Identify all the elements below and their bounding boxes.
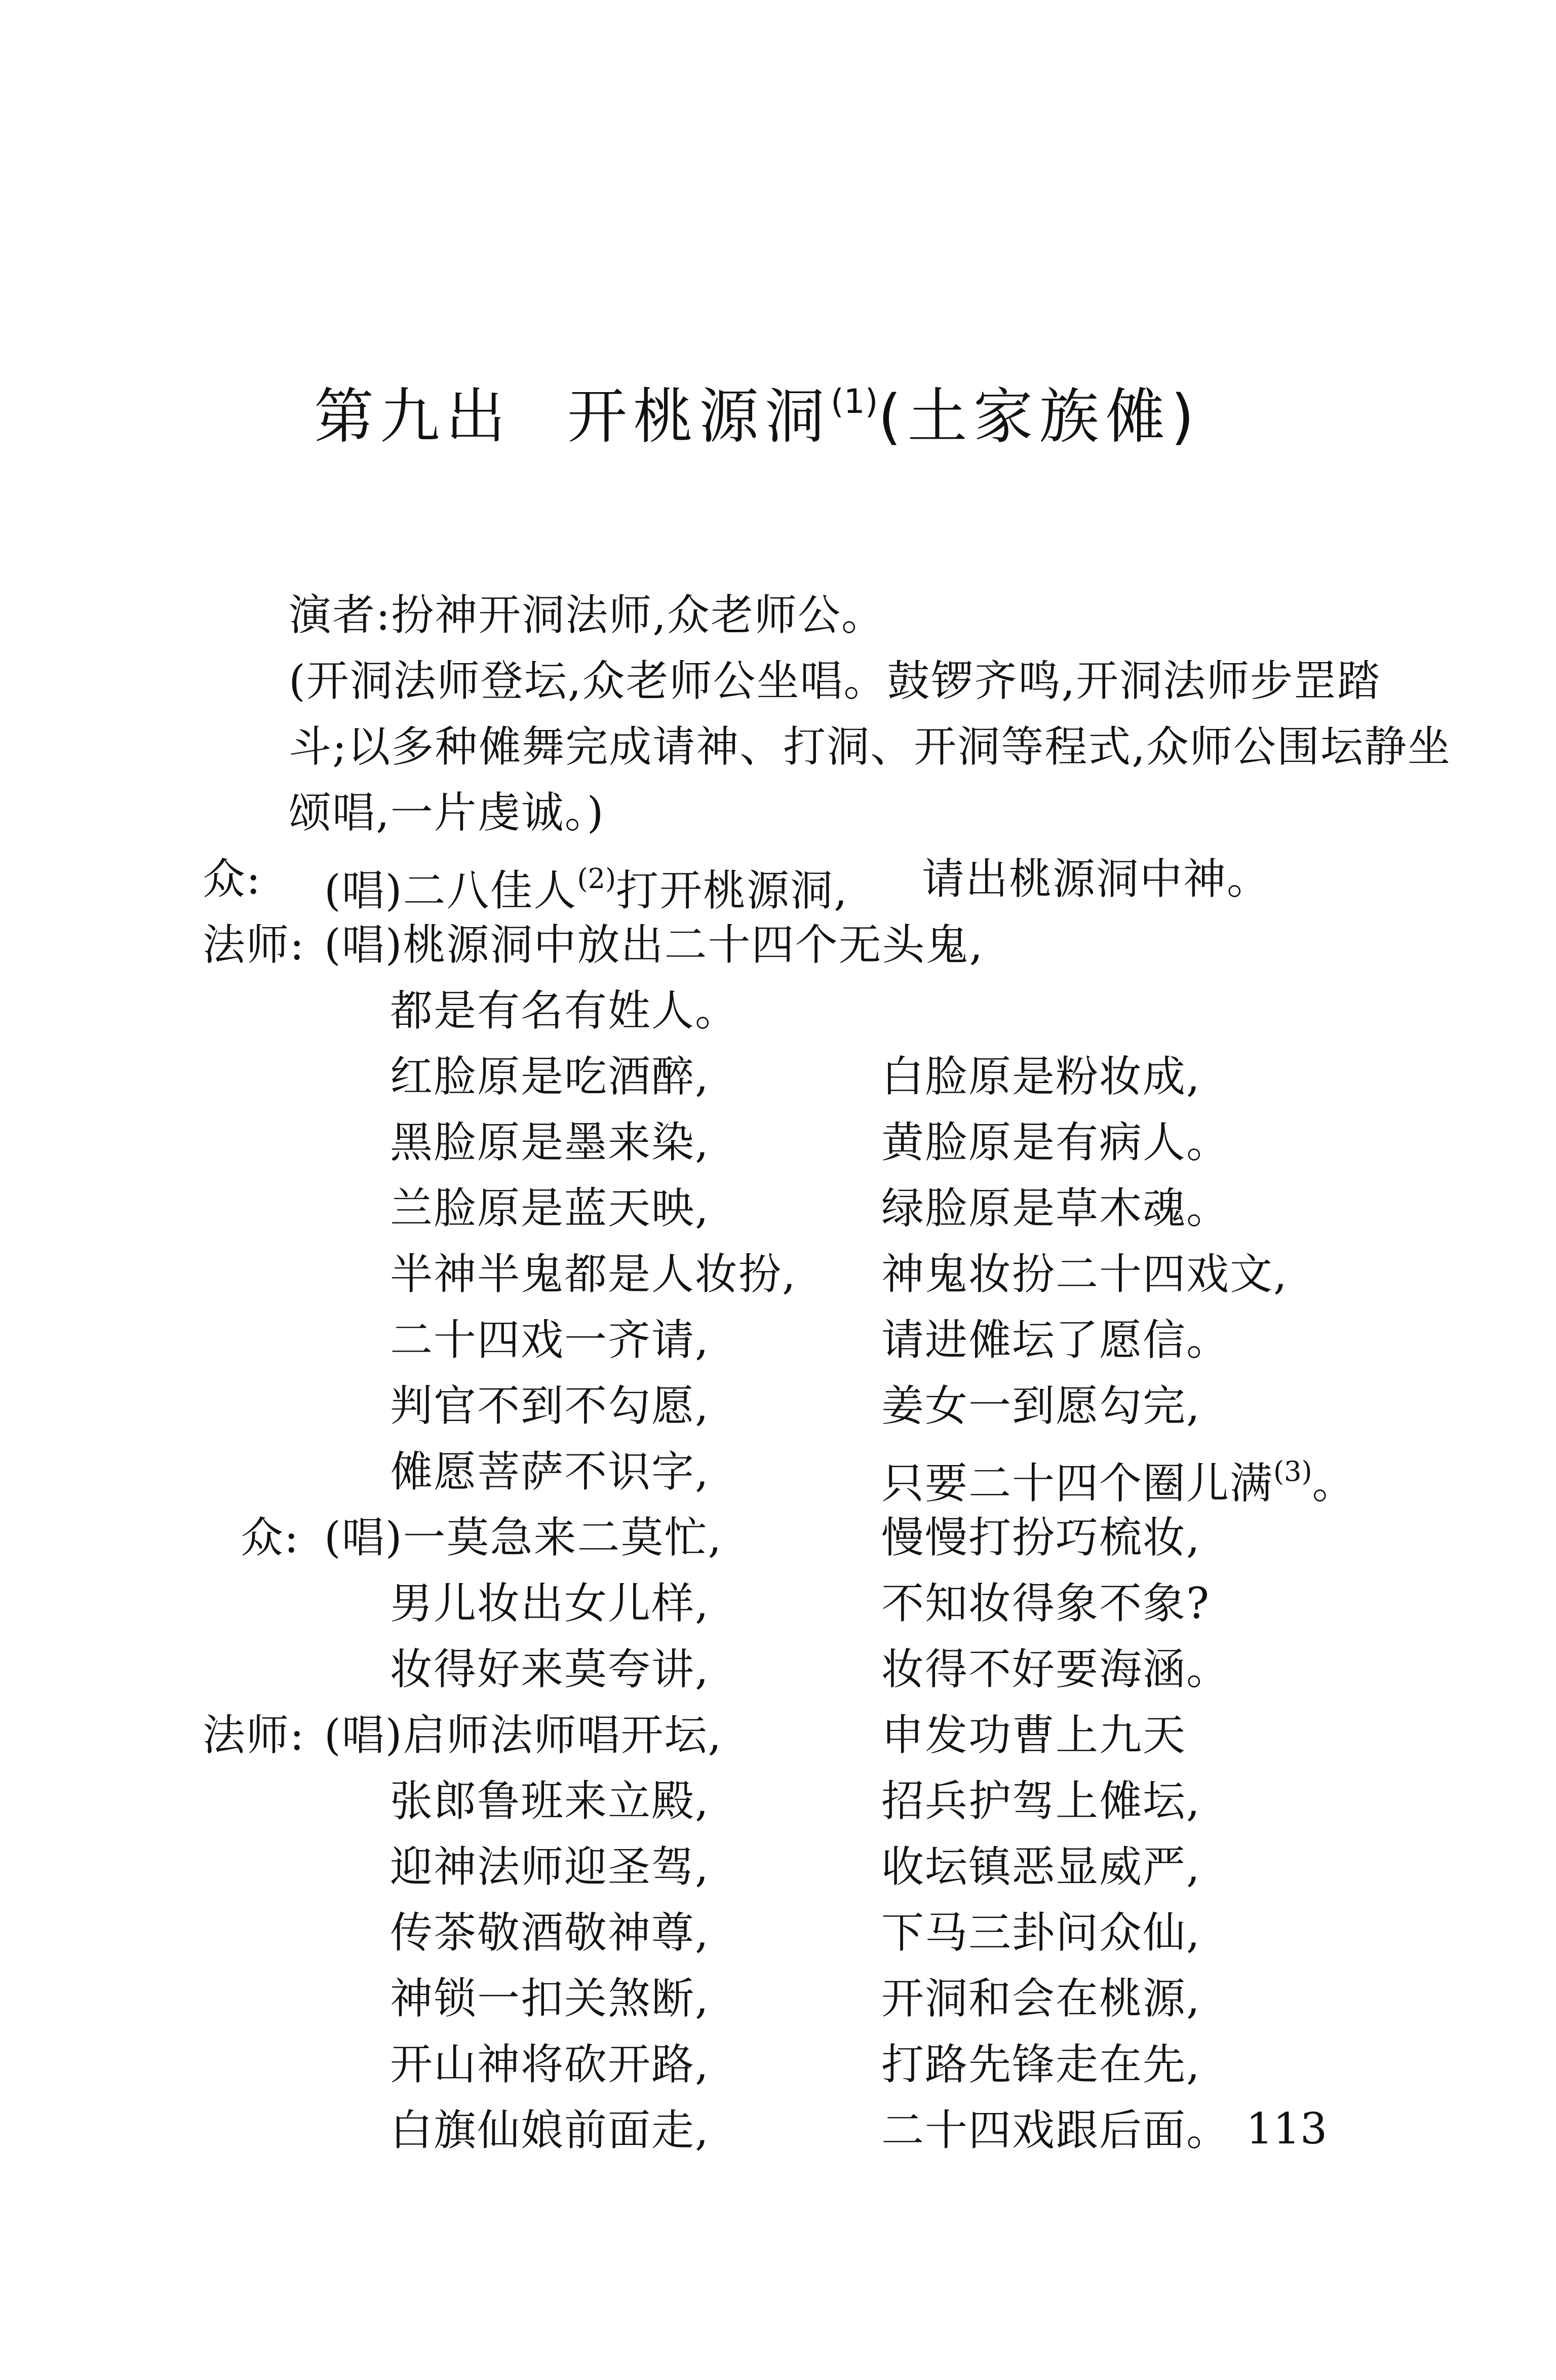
verse-first-half: 黑脸原是墨来染, xyxy=(390,1118,710,1167)
verse-row xyxy=(0,1512,1556,1563)
stage-direction-line: (开洞法师登坛,众老师公坐唱。鼓锣齐鸣,开洞法师步罡踏 xyxy=(289,656,1381,706)
verse-second-half: 打路先锋走在先, xyxy=(881,2040,1201,2089)
verse-first-half: 傩愿菩萨不识字, xyxy=(390,1447,710,1496)
verse-second-half: 请进傩坛了愿信。 xyxy=(881,1315,1230,1365)
verse-row xyxy=(0,1907,1556,1958)
verse-first-half: (唱)桃源洞中放出二十四个无头鬼, xyxy=(324,920,984,970)
verse-second-half: 开洞和会在桃源, xyxy=(881,1974,1201,2023)
verse-first-half: 红脸原是吃酒醉, xyxy=(390,1052,710,1101)
verse-second-half: 绿脸原是草木魂。 xyxy=(881,1183,1230,1233)
verse-row xyxy=(0,2105,1230,2156)
verse-row xyxy=(0,1249,1556,1299)
verse-first-half: 二十四戏一齐请, xyxy=(390,1315,710,1365)
verse-row xyxy=(0,1315,1556,1365)
verse-first-half: 白旗仙娘前面走, xyxy=(390,2105,710,2155)
verse-first-half: 都是有名有姓人。 xyxy=(390,986,739,1035)
verse-row xyxy=(0,1841,1556,1892)
verse-first-half: 张郎鲁班来立殿, xyxy=(390,1776,710,1826)
verse-second-half: 招兵护驾上傩坛, xyxy=(881,1776,1201,1826)
verse-row xyxy=(0,1183,1556,1234)
verse-row xyxy=(0,1710,1556,1760)
verse-second-half: 白脸原是粉妆成, xyxy=(881,1052,1201,1101)
verse-first-half: 迎神法师迎圣驾, xyxy=(390,1842,710,1892)
page-number: 113 xyxy=(1246,2104,1328,2154)
verse-row xyxy=(0,985,1556,1036)
verse-row xyxy=(0,2039,1556,2090)
verse-row xyxy=(0,1644,1556,1695)
verse-row xyxy=(0,1380,1556,1431)
verse-row xyxy=(0,1578,1556,1629)
verse-second-half: 姜女一到愿勾完, xyxy=(881,1381,1201,1431)
verse-second-half: 神鬼妆扮二十四戏文, xyxy=(881,1249,1288,1299)
verse-first-half: 判官不到不勾愿, xyxy=(390,1381,710,1431)
verse-second-half: 慢慢打扮巧梳妆, xyxy=(881,1513,1201,1562)
speaker-label: 法师: xyxy=(203,920,305,970)
verse-row xyxy=(0,919,1556,970)
verse-row xyxy=(0,1776,1556,1826)
verse-second-half: 只要二十四个圈儿满$^{(3)}$。 xyxy=(881,1455,1356,1508)
verse-first-half: (唱)启师法师唱开坛, xyxy=(324,1710,723,1760)
verse-second-half: 申发功曹上九天 xyxy=(881,1710,1187,1760)
speaker-label: 众: xyxy=(241,1513,300,1562)
verse-first-half: (唱)一莫急来二莫忙, xyxy=(324,1513,723,1562)
performers-line: 演者:扮神开洞法师,众老师公。 xyxy=(289,590,885,640)
chapter-name: 开桃源洞 xyxy=(567,381,831,451)
verse-row xyxy=(0,1446,1556,1508)
verse-second-half: 不知妆得象不象? xyxy=(881,1579,1211,1628)
verse-second-half: 收坛镇恶显威严, xyxy=(881,1842,1201,1892)
verse-first-half: 神锁一扣关煞断, xyxy=(390,1974,710,2023)
verse-row xyxy=(0,1051,1556,1102)
speaker-label: 法师: xyxy=(203,1710,305,1760)
chapter-ethnic-tag: (土家族傩) xyxy=(878,381,1200,451)
verse-second-half: 请出桃源洞中神。 xyxy=(922,854,1271,904)
verse-second-half: 妆得不好要海涵。 xyxy=(881,1644,1230,1694)
verse-first-half: 开山神将砍开路, xyxy=(390,2040,710,2089)
stage-direction-line: 斗;以多种傩舞完成请神、打洞、开洞等程式,众师公围坛静坐 xyxy=(289,722,1452,772)
verse-first-half: 兰脸原是蓝天映, xyxy=(390,1183,710,1233)
verse-first-half: 男儿妆出女儿样, xyxy=(390,1579,710,1628)
verse-row xyxy=(0,1117,1556,1168)
verse-second-half: 二十四戏跟后面。 xyxy=(881,2105,1230,2155)
chapter-title xyxy=(314,381,1200,451)
verse-first-half: 传茶敬酒敬神尊, xyxy=(390,1908,710,1957)
verse-row xyxy=(0,854,1556,915)
verse-first-half: 半神半鬼都是人妆扮, xyxy=(390,1249,797,1299)
footnote-ref: (2) xyxy=(577,863,616,895)
footnote-ref: (3) xyxy=(1273,1455,1312,1487)
verse-second-half: 下马三卦问众仙, xyxy=(881,1908,1201,1957)
speaker-label: 众: xyxy=(203,854,262,904)
verse-first-half: (唱)二八佳人$^{(2)}$打开桃源洞, xyxy=(324,863,848,915)
verse-second-half: 黄脸原是有病人。 xyxy=(881,1118,1230,1167)
verse-row xyxy=(0,1973,1556,2024)
stage-direction-line: 颂唱,一片虔诚。) xyxy=(289,788,605,837)
footnote-ref: (1) xyxy=(831,382,878,421)
verse-first-half: 妆得好来莫夸讲, xyxy=(390,1644,710,1694)
chapter-number: 第九出 xyxy=(314,381,512,451)
